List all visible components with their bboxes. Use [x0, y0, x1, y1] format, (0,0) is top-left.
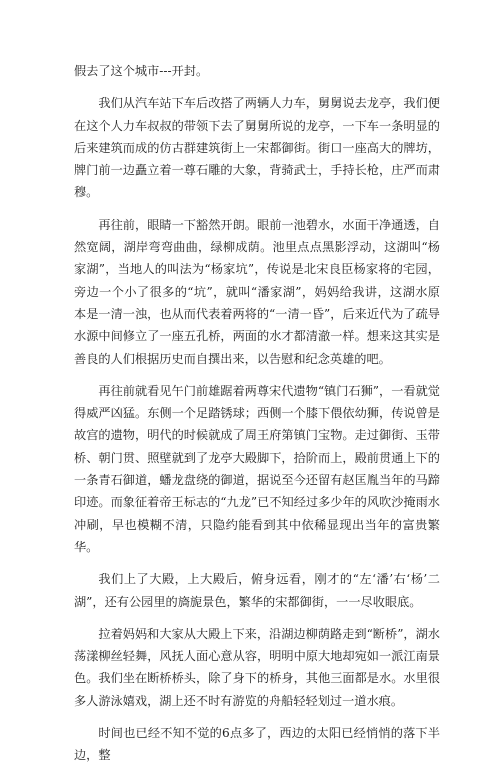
paragraph-2: 我们从汽车站下车后改搭了两辆人力车，舅舅说去龙亭，我们便在这个人力车叔叔的带领下去了舅舅所说的龙亭，一下车一条明显的后来建筑而成的仿古群建筑街上一宋都御街。街口一座高大的牌坊，牌门前一边矗立着一尊石雕的大象，背骑武士，手持长枪，庄严而肃穆。: [74, 96, 440, 200]
paragraph-6: 拉着妈妈和大家从大殿上下来，沿湖边柳荫路走到“断桥”，湖水荡漾柳丝轻舞，风抚人面心意从容，明明中原大地却宛如一派江南景色。我们坐在断桥桥头，除了身下的桥身，其他三面都是水。水里很多人游泳嬉戏，湖上还不时有游览的舟船轻轻划过一道水痕。: [74, 626, 440, 708]
paragraph-7: 时间也已经不知不觉的6点多了，西边的太阳已经悄悄的落下半边，整: [74, 726, 440, 763]
paragraph-1: 假去了这个城市---开封。: [74, 64, 209, 78]
paragraph-5: 我们上了大殿，上大殿后，俯身远看，刚才的“左‘潘’右‘杨’二湖”，还有公园里的旖旎景色，繁华的宋都御街，一一尽收眼底。: [74, 572, 440, 609]
paragraph-4: 再往前就看见午门前雄踞着两尊宋代遗物“镇门石狮”，一看就觉得威严凶猛。东侧一个足踏锈球；西侧一个膝下偎依幼狮，传说曾是故宫的遗物，明代的时候就成了周王府第镇门宝物。走过御街、玉带桥、朝门贯、照壁就到了龙亭大殿脚下，拾阶而上，殿前贯通上下的一条青石御道，蟠龙盘绕的御道，据说至今还留有赵匡胤当年的马蹄印迹。而象征着帝王标志的“九龙”已不知经过多少年的风吹沙掩雨水冲刷，早也模糊不清，只隐约能看到其中依稀显现出当年的富贵繁华。: [74, 383, 440, 554]
article-body: [74, 60, 440, 767]
paragraph-3: 再往前，眼睛一下豁然开朗。眼前一池碧水，水面干净通透，自然宽阔，湖岸弯弯曲曲，绿柳成荫。池里点点黑影浮动，这湖叫“杨家湖”，当地人的叫法为“杨家坑”，传说是北宋良臣杨家将的宅园，旁边一个小了很多的“坑”，就叫“潘家湖”，妈妈给我讲，这湖水原本是一清一浊，也从而代表着两将的“一清一昏”，后来近代为了疏导水源中间修立了一座五孔桥，两面的水才都清澈一样。想来这其实是善良的人们根据历史而自撰出来，以告慰和纪念英雄的吧。: [74, 217, 440, 366]
